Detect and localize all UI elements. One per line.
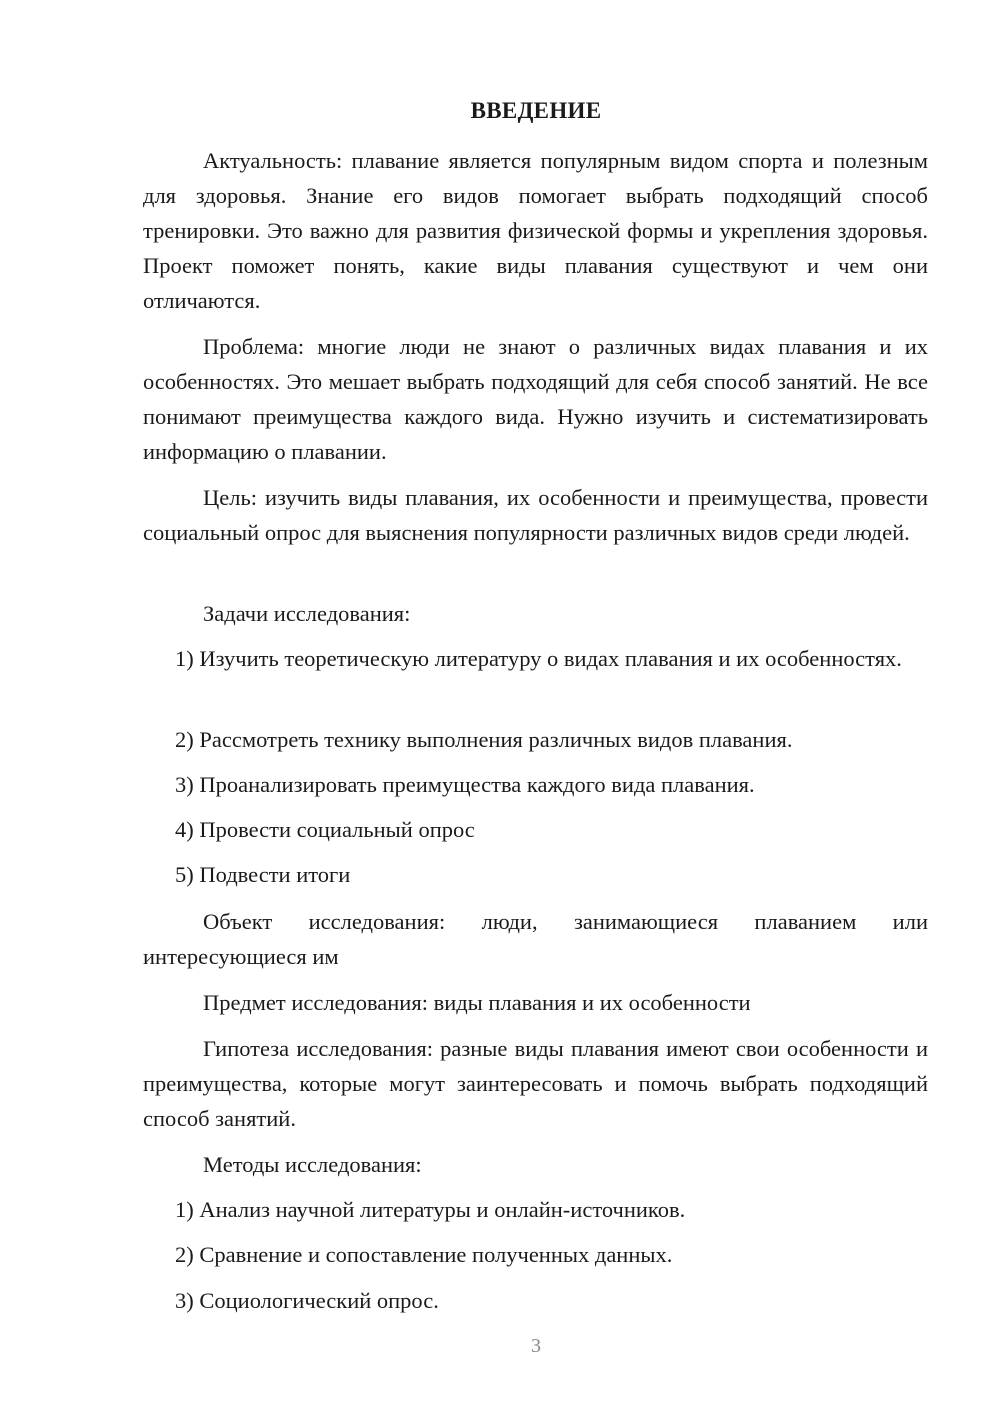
task-item-3: 3) Проанализировать преимущества каждого вида плавания. [175, 772, 755, 797]
method-item-2: 2) Сравнение и сопоставление полученных данных. [175, 1242, 673, 1267]
hypothesis-paragraph: Гипотеза исследования: разные виды плавания имеют свои особенности и преимущества, которые могут заинтересовать и помочь выбрать подходящий способ занятий. [143, 1036, 928, 1131]
subject-paragraph: Предмет исследования: виды плавания и их особенности [203, 990, 751, 1015]
task-item-4: 4) Провести социальный опрос [175, 817, 475, 842]
goal-paragraph: Цель: изучить виды плавания, их особенности и преимущества, провести социальный опрос для выяснения популярности различных видов среди людей. [143, 485, 928, 545]
tasks-heading: Задачи исследования: [203, 601, 411, 626]
problem-paragraph: Проблема: многие люди не знают о различных видах плавания и их особенностях. Это мешает выбрать подходящий для себя способ занятий. Не все понимают преимущества каждого вида. Нужно изучить и систематизировать информацию о плавании. [143, 334, 928, 464]
methods-heading: Методы исследования: [203, 1152, 422, 1177]
method-item-1: 1) Анализ научной литературы и онлайн-источников. [175, 1197, 686, 1222]
page-number: 3 [531, 1335, 541, 1357]
object-paragraph: Объект исследования: люди, занимающиеся плаванием или интересующиеся им [143, 909, 928, 969]
method-item-3: 3) Социологический опрос. [175, 1288, 439, 1313]
task-item-2: 2) Рассмотреть технику выполнения различных видов плавания. [175, 727, 793, 752]
task-item-5: 5) Подвести итоги [175, 862, 351, 887]
page-title: ВВЕДЕНИЕ [470, 98, 602, 123]
relevance-paragraph: Актуальность: плавание является популярным видом спорта и полезным для здоровья. Знание его видов помогает выбрать подходящий способ тренировки. Это важно для развития физической формы и укрепления здоровья. Проект поможет понять, какие виды плавания существуют и чем они отличаются. [143, 148, 928, 313]
task-item-1: 1) Изучить теоретическую литературу о видах плавания и их особенностях. [175, 646, 902, 671]
